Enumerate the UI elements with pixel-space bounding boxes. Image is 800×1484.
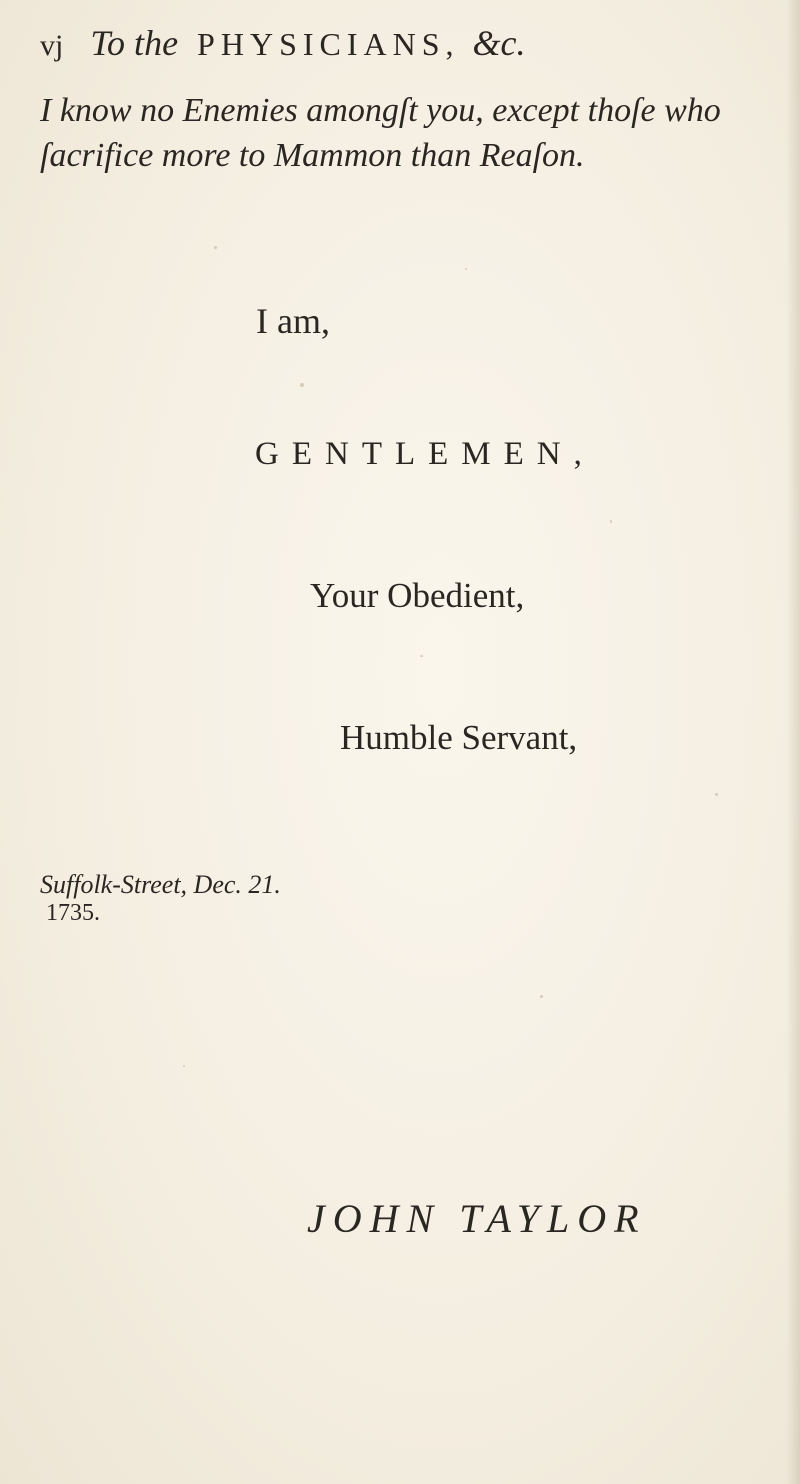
paper-speck <box>420 655 423 657</box>
paper-speck <box>300 383 304 387</box>
paper-speck <box>183 1065 185 1067</box>
closing-your-obedient: Your Obedient, <box>310 576 525 615</box>
closing-humble-servant: Humble Servant, <box>340 718 578 757</box>
paper-speck <box>540 995 543 998</box>
page-number: vj <box>40 29 64 62</box>
paper-speck <box>214 246 217 249</box>
running-header <box>40 22 760 72</box>
paper-speck <box>610 520 612 523</box>
paper-speck <box>465 268 467 270</box>
closing-i-am: I am, <box>256 301 330 341</box>
closing-salutation: GENTLEMEN, <box>255 436 595 472</box>
place-and-date: Suffolk-Street, Dec. 21. <box>40 870 281 899</box>
year: 1735. <box>46 900 100 926</box>
header-title: PHYSICIANS, <box>197 26 460 62</box>
page-edge-shadow <box>786 0 800 1484</box>
paper-speck <box>715 793 718 796</box>
header-etc: &c. <box>472 23 526 63</box>
header-to-the: To the <box>90 23 179 63</box>
closing-paragraph: I know no Enemies amongſt you, except thoſe who ſacrifice more to Mammon than Reaſon. <box>40 92 721 174</box>
author-signature: JOHN TAYLOR <box>307 1196 647 1241</box>
